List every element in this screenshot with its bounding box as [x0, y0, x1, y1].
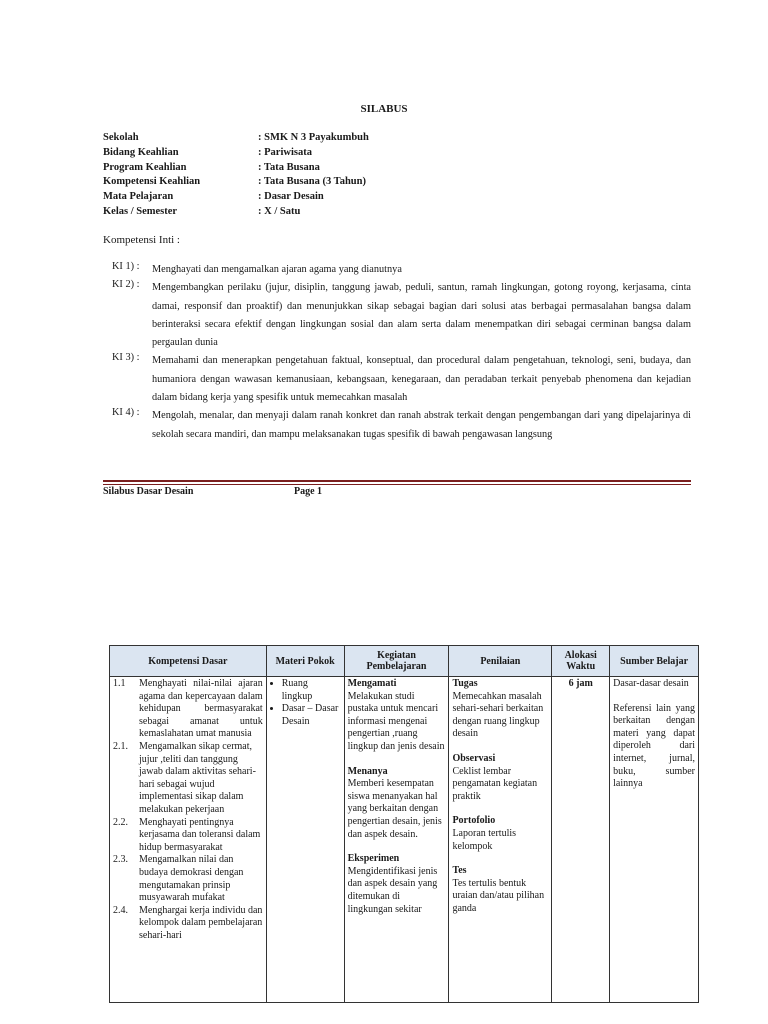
kd-number: 1.1: [113, 678, 126, 689]
info-value: : X / Satu: [258, 205, 301, 217]
info-value: : Dasar Desain: [258, 191, 324, 203]
info-row-class: [103, 205, 369, 220]
info-value: : Tata Busana (3 Tahun): [258, 176, 366, 188]
cell-penilaian: [449, 677, 552, 1003]
info-label: Kelas / Semester: [103, 205, 178, 217]
cell-alokasi-waktu: [552, 677, 610, 1003]
alokasi-value: 6 jam: [568, 678, 593, 689]
kd-number: 2.1.: [113, 740, 128, 752]
header-sumber-belajar: Sumber Belajar: [610, 646, 699, 677]
info-label: Mata Pelajaran: [103, 191, 174, 203]
header-materi-pokok: Materi Pokok: [266, 646, 344, 677]
header-kompetensi-dasar: Kompetensi Dasar: [110, 646, 267, 677]
ki-code: KI 3) :: [112, 352, 140, 364]
footer-page-number: Page 1: [294, 486, 323, 497]
ki-text: Menghayati dan mengamalkan ajaran agama yang dianutnya: [152, 264, 402, 275]
kd-item: [113, 678, 263, 741]
table-header-row: [110, 646, 699, 677]
spacer: [348, 754, 446, 766]
kd-text: Mengamalkan sikap cermat, jujur ,teliti dan tanggung jawab dalam aktivitas sehari-hari sebagai wujud implementasi sikap dalam melakukan pekerjaan: [139, 740, 256, 815]
info-row-school: [103, 131, 369, 146]
cell-sumber-belajar: [610, 677, 699, 1003]
ki-code: KI 2) :: [112, 279, 140, 291]
footer-title: Silabus Dasar Desain: [103, 486, 194, 497]
ki-item: [112, 407, 691, 444]
document-title: SILABUS: [360, 103, 408, 115]
materi-item: • Dasar – Dasar Desain: [282, 703, 341, 728]
kd-text: Menghayati pentingnya kerjasama dan toleransi dalam hidup bermasyarakat: [139, 816, 261, 853]
kegiatan-heading: Menanya: [347, 765, 388, 777]
kd-text: Mengamalkan nilai dan budaya demokrasi dengan mengutamakan prinsip musyawarah mufakat: [139, 854, 244, 904]
info-label: Sekolah: [103, 132, 139, 143]
info-row-field: [103, 146, 369, 161]
ki-heading: Kompetensi Inti :: [103, 234, 180, 246]
identity-block: [103, 131, 369, 220]
penilaian-heading: Observasi: [452, 752, 496, 764]
info-row-program: [103, 161, 369, 176]
info-row-subject: [103, 190, 369, 205]
kd-item: [113, 854, 263, 904]
syllabus-table: [109, 645, 699, 1003]
header-kegiatan: Kegiatan Pembelajaran: [344, 646, 449, 677]
penilaian-heading: Tes: [452, 865, 467, 877]
ki-text: Mengolah, menalar, dan menyaji dalam ranah konkret dan ranah abstrak terkait dengan pengembangan dari yang dipelajarinya di sekolah secara mandiri, dan mampu melaksanakan tugas spesifik di bawah pengawasan langsung: [152, 410, 691, 440]
penilaian-text: Memecahkan masalah sehari-sehari berkaitan dengan ruang lingkup desain: [452, 690, 544, 740]
footer-rule: [103, 484, 691, 485]
info-value: : Tata Busana: [258, 161, 320, 173]
kd-item: [113, 817, 263, 855]
penilaian-text: Ceklist lembar pengamatan kegiatan praktik: [452, 765, 538, 802]
ki-code: KI 4) :: [112, 407, 140, 419]
kd-text: Menghayati nilai-nilai ajaran agama dan kepercayaan dalam kehidupan bermasyarakat sebagai amanat untuk kemaslahatan umat manusia: [139, 678, 263, 740]
kegiatan-text: Mengidentifikasi jenis dan aspek desain yang ditemukan di lingkungan sekitar: [347, 865, 438, 915]
materi-item: • Ruang lingkup: [282, 678, 341, 703]
materi-list: [270, 678, 341, 728]
info-value: : Pariwisata: [258, 146, 312, 158]
ki-text: Memahami dan menerapkan pengetahuan faktual, konseptual, dan procedural dalam pengetahuan, teknologi, seni, budaya, dan humaniora dengan wawasan kemanusiaan, kebangsaan, kenegaraan, dan peradaban terkait penyebab phenomena dan kejadian dalam bidang kerja yang spesifik untuk memecahkan masalah: [152, 355, 691, 404]
cell-materi-pokok: [266, 677, 344, 1003]
sumber-item: Referensi lain yang berkaitan dengan materi yang dapat diperoleh dari internet, jurnal, buku, sumber lainnya: [613, 702, 695, 790]
kd-item: [113, 741, 263, 817]
info-label: Program Keahlian: [103, 161, 187, 173]
kegiatan-text: Melakukan studi pustaka untuk mencari informasi mengenai pengertian ,ruang lingkup dan jenis desain: [347, 690, 445, 752]
kd-text: Menghargai kerja individu dan kelompok dalam pembelajaran sehari-hari: [139, 904, 263, 941]
spacer: [452, 803, 548, 815]
penilaian-heading: Tugas: [452, 678, 478, 689]
ki-item: [112, 279, 691, 352]
spacer: [348, 841, 446, 853]
penilaian-text: Laporan tertulis kelompok: [452, 827, 517, 852]
kegiatan-heading: Mengamati: [347, 678, 397, 689]
info-label: Kompetensi Keahlian: [103, 176, 201, 188]
cell-kompetensi-dasar: [110, 677, 267, 1003]
spacer: [613, 691, 695, 703]
ki-item: [112, 352, 691, 407]
spacer: [452, 741, 548, 753]
kd-number: 2.2.: [113, 816, 128, 828]
ki-list: [112, 261, 691, 444]
footer-rule: [103, 480, 691, 482]
ki-code: KI 1) :: [112, 261, 140, 272]
ki-item: [112, 261, 691, 279]
ki-text: Mengembangkan perilaku (jujur, disiplin, tanggung jawab, peduli, santun, ramah lingkungan, gotong royong, kerjasama, cinta damai, responsif dan proaktif) dan menunjukkan sikap sebagai bagian dari solusi atas berbagai permasalahan bangsa dalam berinteraksi secara efektif dengan lingkungan sosial dan alam serta dalam menempatkan diri sebagai cerminan bangsa dalam pergaulan dunia: [152, 282, 691, 349]
spacer: [452, 853, 548, 865]
table-row: [110, 677, 699, 1003]
kd-number: 2.3.: [113, 854, 128, 866]
header-penilaian: Penilaian: [449, 646, 552, 677]
info-row-competency: [103, 175, 369, 190]
kegiatan-heading: Eksperimen: [347, 853, 400, 865]
sumber-item: Dasar-dasar desain: [613, 678, 689, 689]
cell-kegiatan: [344, 677, 449, 1003]
penilaian-text: Tes tertulis bentuk uraian dan/atau pilihan ganda: [452, 877, 545, 914]
kegiatan-text: Memberi kesempatan siswa menanyakan hal yang berkaitan dengan pengertian desain, jenis dan aspek desain.: [347, 778, 442, 840]
kd-number: 2.4.: [113, 904, 128, 916]
header-alokasi-waktu: Alokasi Waktu: [552, 646, 610, 677]
info-label: Bidang Keahlian: [103, 146, 179, 158]
penilaian-heading: Portofolio: [452, 815, 496, 827]
info-value: : SMK N 3 Payakumbuh: [258, 132, 369, 143]
kd-item: [113, 905, 263, 943]
